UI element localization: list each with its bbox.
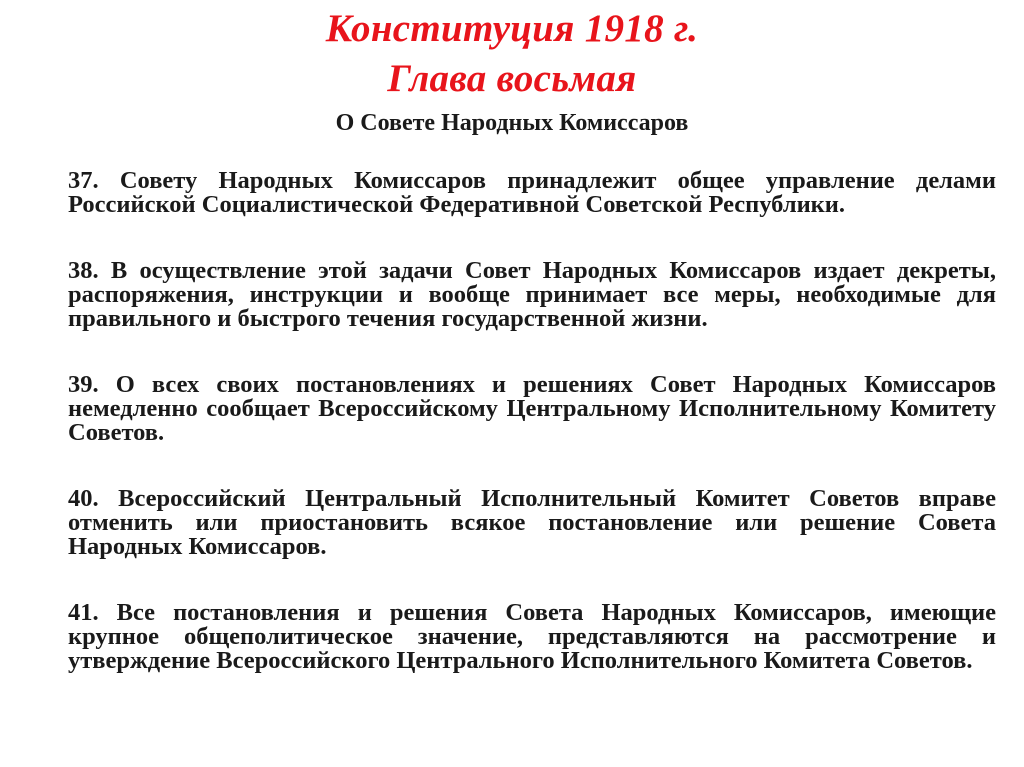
article-38 [68, 259, 996, 331]
article-text: В осуществление этой задачи Совет Народных Комиссаров издает декреты, распоряжения, инструкции и вообще принимает все меры, необходимые для правильного и быстрого течения государственной жизни. [68, 257, 996, 332]
articles-list [68, 169, 996, 673]
article-40 [68, 487, 996, 559]
title-block [0, 4, 1024, 104]
chapter-title: Глава восьмая [387, 57, 637, 100]
article-number: 38. [68, 257, 99, 284]
article-text: О всех своих постановлениях и решениях Совет Народных Комиссаров немедленно сообщает Всероссийскому Центральному Исполнительному Комитету Советов. [68, 371, 996, 446]
article-number: 37. [68, 167, 99, 194]
article-37 [68, 169, 996, 217]
article-39 [68, 373, 996, 445]
article-text: Совету Народных Комиссаров принадлежит общее управление делами Российской Социалистической Федеративной Советской Республики. [68, 167, 996, 218]
article-text: Всероссийский Центральный Исполнительный Комитет Советов вправе отменить или приостановить всякое постановление или решение Совета Народных Комиссаров. [68, 485, 997, 560]
page-title: Конституция 1918 г. [325, 7, 699, 50]
article-number: 41. [68, 599, 99, 626]
section-subtitle: О Совете Народных Комиссаров [335, 110, 689, 136]
article-number: 39. [68, 371, 99, 398]
article-text: Все постановления и решения Совета Народных Комиссаров, имеющие крупное общеполитическое значение, представляются на рассмотрение и утверждение Всероссийского Центрального Исполнительного Комитета Советов. [68, 599, 996, 674]
article-41 [68, 601, 996, 673]
article-number: 40. [68, 485, 99, 512]
